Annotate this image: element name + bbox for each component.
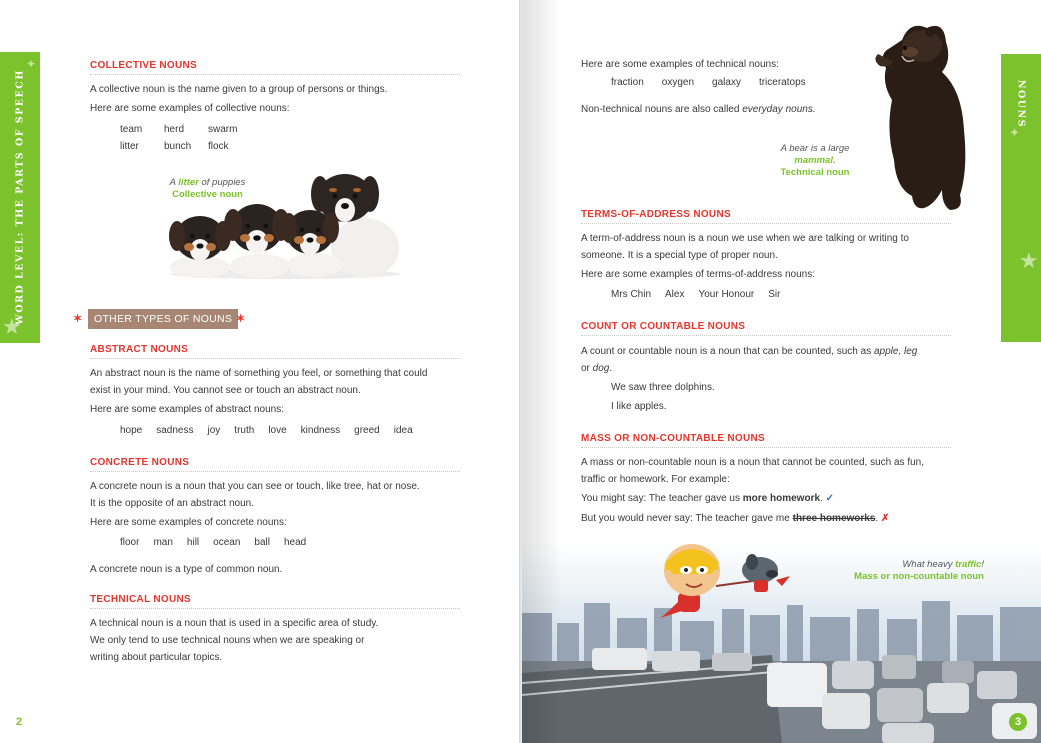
everyday-nouns-note: Non-technical nouns are also called everyday nouns.: [581, 104, 816, 115]
count-example-2: I like apples.: [611, 401, 667, 412]
concrete-examples-row: [120, 537, 306, 548]
traffic-caption: What heavy traffic! Mass or non-countable noun: [854, 559, 984, 582]
abstract-definition-line2: exist in your mind. You cannot see or touch an abstract noun.: [90, 385, 361, 396]
star-icon: ✦: [1009, 125, 1020, 140]
example-word: Your Honour: [698, 289, 755, 300]
chapter-tab: [1001, 54, 1041, 342]
collective-examples-row: [120, 141, 229, 152]
example-word: herd: [164, 124, 185, 135]
puppy: [169, 216, 231, 278]
section-heading-count: COUNT OR COUNTABLE NOUNS: [581, 321, 951, 336]
checkmark-icon: ✓: [825, 493, 834, 504]
section-heading-concrete: CONCRETE NOUNS: [90, 457, 460, 472]
abstract-examples-intro: Here are some examples of abstract nouns:: [90, 404, 284, 415]
technical-examples-intro: Here are some examples of technical nouns:: [581, 59, 779, 70]
mass-incorrect-example: But you would never say: The teacher gave me three homeworks. ✗: [581, 513, 890, 524]
address-definition-line2: someone. It is a special type of proper noun.: [581, 250, 778, 261]
concrete-definition-line2: It is the opposite of an abstract noun.: [90, 498, 254, 509]
section-heading-abstract: ABSTRACT NOUNS: [90, 344, 460, 359]
collective-definition: A collective noun is the name given to a group of persons or things.: [90, 84, 388, 95]
example-word: Sir: [768, 289, 781, 300]
puppies-caption: A litter of puppies Collective noun: [169, 177, 246, 200]
star-icon: ★: [2, 314, 22, 339]
mass-correct-example: You might say: The teacher gave us more homework. ✓: [581, 493, 834, 504]
address-examples-row: [611, 289, 780, 300]
section-banner: OTHER TYPES OF NOUNS: [88, 309, 238, 329]
abstract-examples-row: [120, 425, 413, 436]
collective-examples-row: [120, 124, 237, 135]
star-icon: ✶: [73, 313, 83, 325]
puppies-photo: [165, 170, 405, 280]
example-word: team: [120, 124, 143, 135]
example-word: greed: [354, 425, 380, 436]
section-heading-technical: TECHNICAL NOUNS: [90, 594, 460, 609]
example-word: sadness: [156, 425, 194, 436]
bear-caption: A bear is a large mammal. Technical noun: [780, 143, 850, 178]
example-word: truth: [234, 425, 255, 436]
chapter-tab-label: NOUNS: [1015, 79, 1027, 129]
bear-photo: [872, 20, 972, 215]
example-word: Alex: [665, 289, 685, 300]
section-heading-collective: COLLECTIVE NOUNS: [90, 60, 460, 75]
technical-definition-line1: A technical noun is a noun that is used in a specific area of study.: [90, 618, 379, 629]
cross-icon: ✗: [880, 513, 890, 524]
count-definition-line2: or dog.: [581, 363, 613, 374]
concrete-note: A concrete noun is a type of common noun.: [90, 564, 283, 575]
chapter-tab: [0, 52, 40, 343]
technical-definition-line3: writing about particular topics.: [90, 652, 223, 663]
address-examples-intro: Here are some examples of terms-of-address nouns:: [581, 269, 815, 280]
mass-definition-line2: traffic or homework. For example:: [581, 474, 730, 485]
example-word: idea: [393, 425, 413, 436]
puppy: [224, 204, 290, 278]
example-word: floor: [120, 537, 140, 548]
right-page: [522, 0, 1041, 743]
star-icon: ✦: [26, 57, 37, 71]
example-word: flock: [208, 141, 229, 152]
example-word: hill: [186, 537, 200, 548]
concrete-definition-line1: A concrete noun is a noun that you can see or touch, like tree, hat or nose.: [90, 481, 420, 492]
example-word: litter: [120, 141, 139, 152]
count-example-1: We saw three dolphins.: [611, 382, 715, 393]
superhero-kid-illustration: [660, 540, 800, 620]
example-word: triceratops: [758, 77, 806, 88]
page-number: 3: [1009, 713, 1027, 731]
example-word: hope: [120, 425, 143, 436]
section-heading-terms-of-address: TERMS-OF-ADDRESS NOUNS: [581, 209, 951, 224]
star-icon: ✶: [236, 313, 246, 325]
abstract-definition-line1: An abstract noun is the name of something you feel, or something that could: [90, 368, 428, 379]
concrete-examples-intro: Here are some examples of concrete nouns:: [90, 517, 287, 528]
example-word: head: [283, 537, 307, 548]
example-word: galaxy: [712, 77, 741, 88]
star-icon: ★: [1019, 248, 1039, 273]
technical-examples-row: [611, 77, 806, 88]
section-heading-mass: MASS OR NON-COUNTABLE NOUNS: [581, 433, 951, 448]
example-word: bunch: [164, 141, 192, 152]
example-word: swarm: [208, 124, 238, 135]
example-word: ocean: [213, 537, 241, 548]
example-word: ball: [254, 537, 270, 548]
example-word: man: [153, 537, 173, 548]
example-word: kindness: [300, 425, 341, 436]
page-number: 2: [15, 716, 23, 728]
count-definition-line1: A count or countable noun is a noun that can be counted, such as apple, leg: [581, 346, 918, 357]
example-word: joy: [207, 425, 221, 436]
example-word: Mrs Chin: [611, 289, 652, 300]
left-page: [0, 0, 519, 743]
address-definition-line1: A term-of-address noun is a noun we use when we are talking or writing to: [581, 233, 909, 244]
technical-definition-line2: We only tend to use technical nouns when we are speaking or: [90, 635, 365, 646]
example-word: love: [268, 425, 287, 436]
chapter-tab-label: WORD LEVEL: THE PARTS OF SPEECH: [14, 69, 26, 325]
mass-definition-line1: A mass or non-countable noun is a noun that cannot be counted, such as fun,: [581, 457, 925, 468]
example-word: oxygen: [661, 77, 695, 88]
example-word: fraction: [611, 77, 644, 88]
collective-examples-intro: Here are some examples of collective nouns:: [90, 103, 290, 114]
